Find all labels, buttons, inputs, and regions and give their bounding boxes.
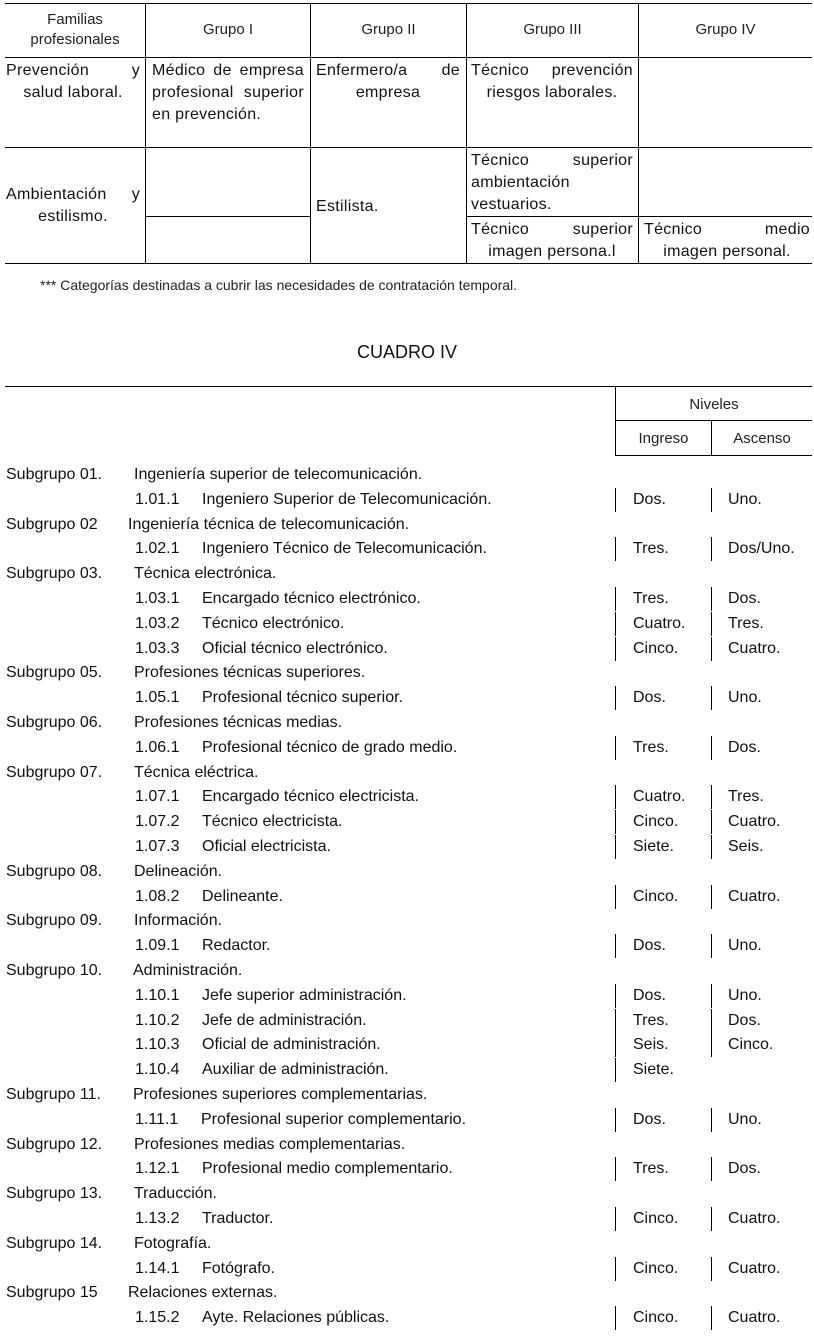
subgroup-row	[0, 661, 814, 685]
ingreso-value: Tres.	[633, 739, 669, 756]
column-divider	[615, 810, 616, 834]
subgroup-row	[0, 1232, 814, 1256]
subgroup-code: Subgrupo 10.	[6, 962, 103, 979]
familias-table	[0, 0, 814, 270]
item-name: Oficial de administración.	[202, 1036, 381, 1053]
ingreso-value: Tres.	[633, 540, 669, 557]
item-name: Encargado técnico electrónico.	[202, 590, 421, 607]
column-divider	[711, 736, 712, 760]
column-divider	[615, 885, 616, 909]
column-divider	[615, 1157, 616, 1181]
column-divider	[711, 1033, 712, 1057]
subgroup-name: Traducción.	[134, 1185, 217, 1202]
subgroup-name: Delineación.	[134, 863, 223, 880]
subgroup-row	[0, 711, 814, 735]
item-name: Encargado técnico electricista.	[202, 788, 419, 805]
item-code: 1.07.1	[135, 788, 180, 805]
g4-tecnico-medio: Técnico medio imagen personal.	[644, 221, 810, 260]
subgroup-name: Administración.	[133, 962, 243, 979]
column-divider	[711, 1207, 712, 1231]
column-divider	[615, 612, 616, 636]
subgroup-row	[0, 562, 814, 586]
column-divider	[615, 637, 616, 661]
subgroup-row	[0, 1083, 814, 1107]
item-name: Jefe superior administración.	[202, 987, 407, 1004]
ingreso-value: Dos.	[633, 689, 666, 706]
column-divider	[615, 736, 616, 760]
table-row	[0, 885, 814, 909]
item-code: 1.03.1	[135, 590, 180, 607]
subgroup-name: Relaciones externas.	[128, 1284, 278, 1301]
column-divider	[711, 686, 712, 710]
ingreso-value: Seis.	[633, 1036, 669, 1053]
subgroup-code: Subgrupo 01.	[6, 466, 103, 483]
item-name: Profesional superior complementario.	[201, 1111, 467, 1128]
column-divider	[615, 984, 616, 1008]
column-divider	[711, 810, 712, 834]
header-grupo-3: Grupo III	[523, 21, 582, 38]
ascenso-value: Dos.	[728, 1012, 761, 1029]
header-grupo-2: Grupo II	[361, 21, 416, 38]
ascenso-value: Dos.	[728, 1160, 761, 1177]
ascenso-value: Tres.	[728, 788, 764, 805]
table-row	[0, 1306, 814, 1330]
subgroup-row	[0, 959, 814, 983]
table-row	[0, 1257, 814, 1281]
column-divider	[711, 934, 712, 958]
subgroup-name: Información.	[134, 912, 223, 929]
table-row	[0, 587, 814, 611]
item-code: 1.15.2	[135, 1309, 180, 1326]
subgroup-name: Ingeniería superior de telecomunicación.	[134, 466, 423, 483]
g3-tecnico-prevencion: Técnico prevención riesgos laborales.	[471, 62, 633, 101]
column-divider	[615, 1108, 616, 1132]
subgroup-row	[0, 909, 814, 933]
item-code: 1.02.1	[135, 540, 180, 557]
table-row	[0, 984, 814, 1008]
subgroup-name: Fotografía.	[134, 1235, 212, 1252]
item-code: 1.10.4	[135, 1061, 180, 1078]
ingreso-value: Tres.	[633, 1012, 669, 1029]
item-code: 1.09.1	[135, 937, 180, 954]
ingreso-value: Siete.	[633, 838, 674, 855]
ascenso-value: Uno.	[728, 937, 762, 954]
column-divider	[711, 984, 712, 1008]
item-name: Oficial electricista.	[202, 838, 331, 855]
ascenso-value: Cuatro.	[728, 813, 781, 830]
g1-medico	[152, 60, 304, 126]
table-row	[0, 736, 814, 760]
table-row	[0, 810, 814, 834]
subgroup-name: Ingeniería técnica de telecomunicación.	[128, 516, 410, 533]
item-name: Profesional medio complementario.	[202, 1160, 453, 1177]
item-name: Oficial técnico electrónico.	[202, 640, 388, 657]
item-code: 1.10.1	[135, 987, 180, 1004]
g2-enfermero: Enfermero/a de empresa	[316, 62, 460, 101]
ingreso-value: Dos.	[633, 937, 666, 954]
item-name: Redactor.	[202, 937, 271, 954]
subgroup-row	[0, 761, 814, 785]
column-divider	[615, 1207, 616, 1231]
ascenso-value: Seis.	[728, 838, 764, 855]
item-code: 1.10.3	[135, 1036, 180, 1053]
ingreso-value: Siete.	[633, 1061, 674, 1078]
column-divider	[615, 537, 616, 561]
table-row	[0, 1033, 814, 1057]
footnote: *** Categorías destinadas a cubrir las necesidades de contratación temporal.	[40, 277, 518, 293]
item-name: Profesional técnico superior.	[202, 689, 403, 706]
item-name: Fotógrafo.	[202, 1260, 275, 1277]
table-row	[0, 637, 814, 661]
column-divider	[615, 1058, 616, 1082]
table-row	[0, 1207, 814, 1231]
ascenso-header: Ascenso	[733, 430, 791, 447]
column-divider	[711, 1009, 712, 1033]
item-code: 1.08.2	[135, 888, 180, 905]
subgroup-row	[0, 860, 814, 884]
item-name: Ingeniero Superior de Telecomunicación.	[202, 491, 492, 508]
ascenso-value: Dos.	[728, 739, 761, 756]
column-divider	[711, 637, 712, 661]
ascenso-value: Cinco.	[728, 1036, 774, 1053]
header-familias: Familias profesionales	[30, 11, 120, 48]
subgroup-code: Subgrupo 05.	[6, 664, 103, 681]
ingreso-value: Cinco.	[633, 813, 679, 830]
column-divider	[711, 612, 712, 636]
ingreso-value: Dos.	[633, 1111, 666, 1128]
item-name: Ingeniero Técnico de Telecomunicación.	[202, 540, 487, 557]
niveles-header: Niveles	[689, 396, 739, 413]
subgroup-row	[0, 1133, 814, 1157]
ascenso-value: Uno.	[728, 987, 762, 1004]
item-name: Técnico electricista.	[202, 813, 343, 830]
column-divider	[615, 1257, 616, 1281]
subgroup-code: Subgrupo 15	[6, 1284, 98, 1301]
column-divider	[711, 885, 712, 909]
table-row	[0, 488, 814, 512]
column-divider	[711, 835, 712, 859]
subgroup-row	[0, 513, 814, 537]
column-divider	[615, 1009, 616, 1033]
column-divider	[711, 1306, 712, 1330]
ascenso-value: Dos.	[728, 590, 761, 607]
column-divider	[615, 1033, 616, 1057]
ingreso-value: Cinco.	[633, 1309, 679, 1326]
ingreso-value: Cinco.	[633, 1210, 679, 1227]
table-row	[0, 1009, 814, 1033]
subgroup-row	[0, 1182, 814, 1206]
item-code: 1.14.1	[135, 1260, 180, 1277]
subgroup-code: Subgrupo 13.	[6, 1185, 103, 1202]
column-divider	[615, 488, 616, 512]
subgroup-name: Profesiones medias complementarias.	[134, 1136, 406, 1153]
subgroup-code: Subgrupo 06.	[6, 714, 103, 731]
ingreso-value: Cinco.	[633, 888, 679, 905]
familia-ambientacion: Ambientación y estilismo.	[6, 186, 140, 225]
column-divider	[615, 686, 616, 710]
subgroup-code: Subgrupo 07.	[6, 764, 103, 781]
ascenso-value: Uno.	[728, 1111, 762, 1128]
item-code: 1.11.1	[135, 1111, 179, 1128]
column-divider	[615, 835, 616, 859]
g3-tecnico-ambientacion: Técnico superior ambientación vestuarios.	[471, 152, 633, 213]
table-row	[0, 537, 814, 561]
column-divider	[711, 537, 712, 561]
item-name: Técnico electrónico.	[202, 615, 345, 632]
table-row	[0, 835, 814, 859]
column-divider	[615, 1306, 616, 1330]
subgroup-name: Técnica eléctrica.	[134, 764, 259, 781]
column-divider	[711, 1108, 712, 1132]
ingreso-value: Dos.	[633, 491, 666, 508]
subgroup-code: Subgrupo 08.	[6, 863, 103, 880]
g3-tecnico-imagen: Técnico superior imagen persona.l	[471, 221, 633, 260]
table-row	[0, 686, 814, 710]
item-code: 1.06.1	[135, 739, 180, 756]
g2-estilista: Estilista.	[316, 198, 379, 215]
ingreso-value: Cuatro.	[633, 788, 686, 805]
column-divider	[615, 587, 616, 611]
familia-prevencion: Prevención y salud laboral.	[6, 62, 140, 101]
item-code: 1.03.2	[135, 615, 180, 632]
ingreso-value: Dos.	[633, 987, 666, 1004]
subgroup-code: Subgrupo 14.	[6, 1235, 103, 1252]
table-row	[0, 785, 814, 809]
header-grupo-4: Grupo IV	[695, 21, 756, 38]
column-divider	[711, 587, 712, 611]
ascenso-value: Uno.	[728, 491, 762, 508]
header-grupo-1: Grupo I	[202, 21, 254, 38]
item-name: Ayte. Relaciones públicas.	[202, 1309, 390, 1326]
subgroup-code: Subgrupo 11.	[6, 1086, 101, 1103]
column-divider	[711, 1257, 712, 1281]
subgroup-name: Profesiones técnicas medias.	[134, 714, 343, 731]
table-row	[0, 1058, 814, 1082]
item-code: 1.07.3	[135, 838, 180, 855]
item-code: 1.05.1	[135, 689, 180, 706]
item-code: 1.12.1	[135, 1160, 180, 1177]
ingreso-value: Cinco.	[633, 1260, 679, 1277]
subgroup-code: Subgrupo 03.	[6, 565, 103, 582]
column-divider	[711, 488, 712, 512]
item-code: 1.01.1	[135, 491, 180, 508]
ascenso-value: Cuatro.	[728, 1210, 781, 1227]
item-name: Auxiliar de administración.	[202, 1061, 389, 1078]
subgroup-row	[0, 1281, 814, 1305]
subgroup-name: Profesiones superiores complementarias.	[133, 1086, 428, 1103]
subgroup-code: Subgrupo 09.	[6, 912, 103, 929]
item-code: 1.03.3	[135, 640, 180, 657]
item-name: Profesional técnico de grado medio.	[202, 739, 458, 756]
table-row	[0, 1108, 814, 1132]
subgroup-code: Subgrupo 02	[6, 516, 98, 533]
item-name: Delineante.	[202, 888, 283, 905]
subgroup-name: Profesiones técnicas superiores.	[134, 664, 366, 681]
item-name: Jefe de administración.	[202, 1012, 367, 1029]
column-divider	[615, 785, 616, 809]
ingreso-value: Tres.	[633, 590, 669, 607]
item-code: 1.10.2	[135, 1012, 180, 1029]
ascenso-value: Tres.	[728, 615, 764, 632]
subgroup-code: Subgrupo 12.	[6, 1136, 103, 1153]
ascenso-value: Cuatro.	[728, 640, 781, 657]
ingreso-value: Cuatro.	[633, 615, 686, 632]
ascenso-value: Uno.	[728, 689, 762, 706]
column-divider	[615, 934, 616, 958]
ascenso-value: Cuatro.	[728, 1260, 781, 1277]
ascenso-value: Dos/Uno.	[728, 540, 795, 557]
g1-medico-text: Médico de empresa profesional superior en prevención.	[152, 62, 304, 123]
item-code: 1.07.2	[135, 813, 180, 830]
subgroup-name: Técnica electrónica.	[134, 565, 277, 582]
table-row	[0, 612, 814, 636]
item-code: 1.13.2	[135, 1210, 180, 1227]
subgroup-row	[0, 463, 814, 487]
ingreso-value: Cinco.	[633, 640, 679, 657]
ingreso-value: Tres.	[633, 1160, 669, 1177]
table-row	[0, 934, 814, 958]
ascenso-value: Cuatro.	[728, 888, 781, 905]
column-divider	[711, 1157, 712, 1181]
table-row	[0, 1157, 814, 1181]
cuadro-title: CUADRO IV	[356, 342, 457, 362]
ingreso-header: Ingreso	[638, 430, 689, 447]
item-name: Traductor.	[202, 1210, 274, 1227]
ascenso-value: Cuatro.	[728, 1309, 781, 1326]
column-divider	[711, 785, 712, 809]
